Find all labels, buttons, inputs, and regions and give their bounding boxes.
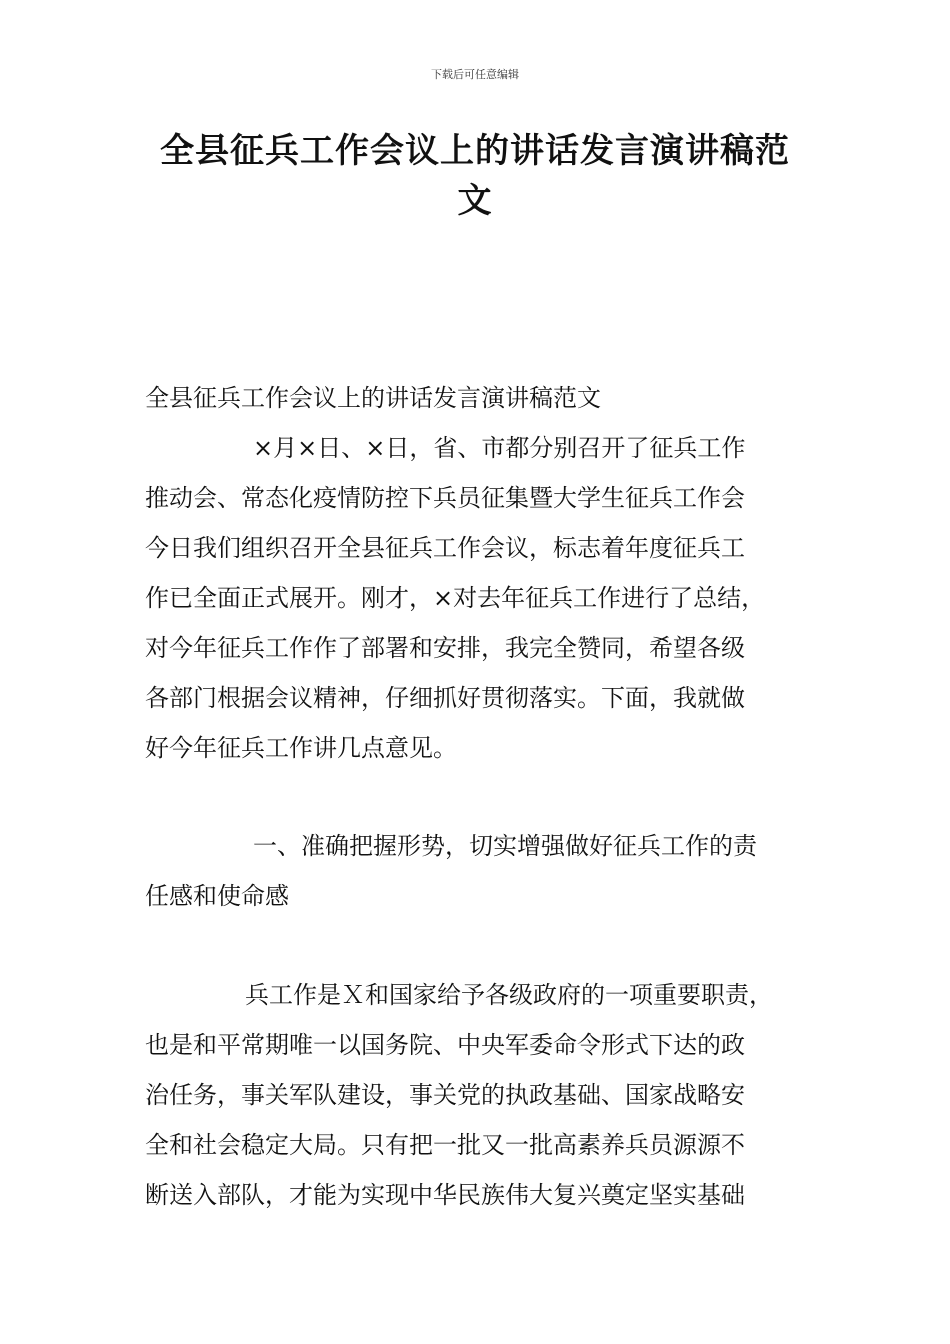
paragraph-line: 好今年征兵工作讲几点意见。 (145, 734, 457, 762)
paragraph-line: ×月×日、×日，省、市都分别召开了征兵工作 (253, 434, 746, 462)
paragraph-line: 兵工作是Ｘ和国家给予各级政府的一项重要职责， (245, 981, 773, 1009)
title-line: 全县征兵工作会议上的讲话发言演讲稿范 (160, 131, 790, 171)
section-heading-1 (145, 821, 825, 921)
title-line: 文 (457, 181, 493, 221)
paragraph-line: 对今年征兵工作作了部署和安排，我完全赞同，希望各级 (145, 634, 745, 662)
paragraph-line: 各部门根据会议精神，仔细抓好贯彻落实。下面，我就做 (145, 684, 745, 712)
paragraph-line: 作已全面正式展开。刚才，×对去年征兵工作进行了总结， (145, 584, 766, 612)
heading-line: 任感和使命感 (145, 882, 289, 910)
header-note: 下载后可任意编辑 (431, 68, 519, 81)
paragraph-line: 治任务，事关军队建设，事关党的执政基础、国家战略安 (145, 1081, 745, 1109)
paragraph-line: 也是和平常期唯一以国务院、中央军委命令形式下达的政 (145, 1031, 745, 1059)
paragraph-line: 断送入部队，才能为实现中华民族伟大复兴奠定坚实基础 (145, 1181, 745, 1209)
paragraph-line: 全和社会稳定大局。只有把一批又一批高素养兵员源源不 (145, 1131, 745, 1159)
paragraph-line: 推动会、常态化疫情防控下兵员征集暨大学生征兵工作会 (145, 484, 745, 512)
paragraph-section-1 (145, 970, 825, 1220)
document-title (130, 126, 820, 226)
paragraph-line: 今日我们组织召开全县征兵工作会议，标志着年度征兵工 (145, 534, 745, 562)
document-subtitle: 全县征兵工作会议上的讲话发言演讲稿范文 (145, 384, 601, 412)
heading-line: 一、准确把握形势，切实增强做好征兵工作的责 (253, 832, 757, 860)
paragraph-intro (145, 423, 825, 773)
